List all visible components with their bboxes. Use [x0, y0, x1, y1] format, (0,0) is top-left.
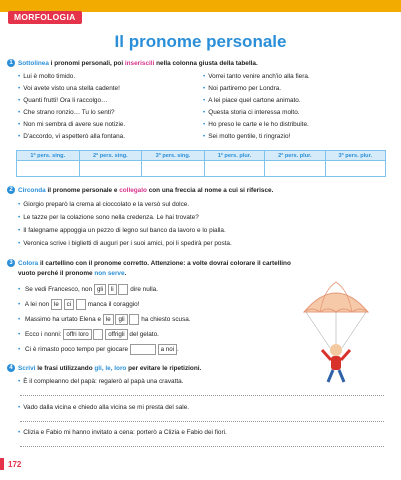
exercise-number: 1 — [7, 59, 15, 67]
answer-line[interactable] — [20, 395, 384, 396]
exercise-2-instruction: 2 Circonda il pronome personale e collegalo con una freccia al nome a cui si riferisce. — [7, 186, 273, 197]
answer-line[interactable] — [20, 421, 384, 422]
page-title: Il pronome personale — [114, 32, 287, 51]
exercise-number: 2 — [7, 186, 15, 194]
list-item: • Quanti frutti! Ora li raccolgo… — [18, 96, 107, 105]
page-number: 172 — [8, 460, 22, 469]
pronoun-tag[interactable]: offri loro — [63, 329, 91, 340]
list-item: • A lei piace quel cartone animato. — [203, 96, 301, 105]
pronoun-tag[interactable]: gli — [115, 314, 127, 325]
empty-tag[interactable] — [118, 284, 128, 295]
list-item: • Voi avete visto una stella cadente! — [18, 84, 120, 93]
list-item: • Il falegname appoggia un pezzo di legno sul banco da lavoro e lo pialla. — [18, 226, 226, 235]
list-item: • Che strano ronzio… Tu lo senti? — [18, 108, 115, 117]
list-item: • È il compleanno del papà: regalerò al papà una cravatta. — [18, 377, 183, 386]
list-item: • Ho preso le carte e le ho distribuite. — [203, 120, 309, 129]
list-item: • Le tazze per la colazione sono nella credenza. Le hai trovate? — [18, 213, 199, 222]
list-item: • Sei molto gentile, ti ringrazio! — [203, 132, 290, 141]
pronoun-tag[interactable]: a noi — [158, 344, 177, 355]
section-badge: MORFOLOGIA — [8, 11, 82, 24]
pronoun-table — [16, 150, 386, 177]
list-item: • A lei non le ci manca il coraggio! — [18, 299, 140, 310]
list-item: • Non mi sembra di avere sue notizie. — [18, 120, 125, 129]
list-item: • Vado dalla vicina e chiedo alla vicina se mi presta del sale. — [18, 403, 189, 412]
table-header: 1ª pers. plur. — [204, 151, 264, 161]
table-header: 2ª pers. sing. — [79, 151, 142, 161]
list-item: • Veronica scrive i biglietti di auguri per i suoi amici, poi li spedirà per posta. — [18, 239, 232, 248]
list-item: • Lui è molto timido. — [18, 72, 75, 81]
table-cell[interactable] — [204, 161, 264, 177]
exercise-number: 3 — [7, 259, 15, 267]
exercise-3-instruction: 3 Colora il cartellino con il pronome corretto. Attenzione: a volte dovrai colorare il cartellino — [7, 259, 291, 270]
list-item: • Giorgio preparò la crema al cioccolato e la versò sul dolce. — [18, 200, 189, 209]
list-item: • Noi partiremo per Londra. — [203, 84, 281, 93]
table-cell[interactable] — [265, 161, 325, 177]
empty-tag[interactable] — [93, 329, 103, 340]
table-header: 1ª pers. sing. — [17, 151, 80, 161]
table-header: 3ª pers. plur. — [325, 151, 385, 161]
list-item: • Clizia e Fabio mi hanno invitato a cena: porterò a Clizia e Fabio dei fiori. — [18, 428, 227, 437]
pronoun-tag[interactable]: le — [51, 299, 62, 310]
parachute-illustration — [300, 278, 372, 388]
pronoun-tag[interactable]: gli — [94, 284, 106, 295]
empty-tag[interactable] — [76, 299, 86, 310]
list-item: • Massimo ha urtato Elena e le gli ha chiesto scusa. — [18, 314, 191, 325]
empty-tag[interactable] — [130, 344, 156, 355]
table-header: 2ª pers. plur. — [265, 151, 325, 161]
table-cell[interactable] — [79, 161, 142, 177]
list-item: • Ci è rimasto poco tempo per giocare a noi . — [18, 344, 179, 355]
pronoun-tag[interactable]: ci — [64, 299, 74, 310]
exercise-4-instruction: 4 Scrivi le frasi utilizzando gli, le, loro per evitare le ripetizioni. — [7, 364, 201, 375]
exercise-number: 4 — [7, 364, 15, 372]
pronoun-tag[interactable]: offrigli — [105, 329, 127, 340]
table-cell[interactable] — [142, 161, 205, 177]
exercise-3-instruction-cont: vuoto perché il pronome non serve. — [18, 270, 127, 277]
list-item: • Ecco i nonni: offri loro offrigli del gelato. — [18, 329, 159, 340]
answer-line[interactable] — [20, 446, 384, 447]
table-cell[interactable] — [325, 161, 385, 177]
list-item: • D'accordo, vi aspetterò alla fontana. — [18, 132, 125, 141]
list-item: • Se vedi Francesco, non gli li dire nulla. — [18, 284, 158, 295]
list-item: • Vorrei tanto venire anch'io alla fiera. — [203, 72, 310, 81]
exercise-1-instruction: 1 Sottolinea i pronomi personali, poi inseriscili nella colonna giusta della tabella. — [7, 59, 258, 70]
table-cell[interactable] — [17, 161, 80, 177]
page-marker — [0, 458, 4, 470]
empty-tag[interactable] — [129, 314, 139, 325]
list-item: • Questa storia ci interessa molto. — [203, 108, 300, 117]
table-header: 3ª pers. sing. — [142, 151, 205, 161]
pronoun-tag[interactable]: le — [103, 314, 114, 325]
pronoun-tag[interactable]: li — [108, 284, 117, 295]
